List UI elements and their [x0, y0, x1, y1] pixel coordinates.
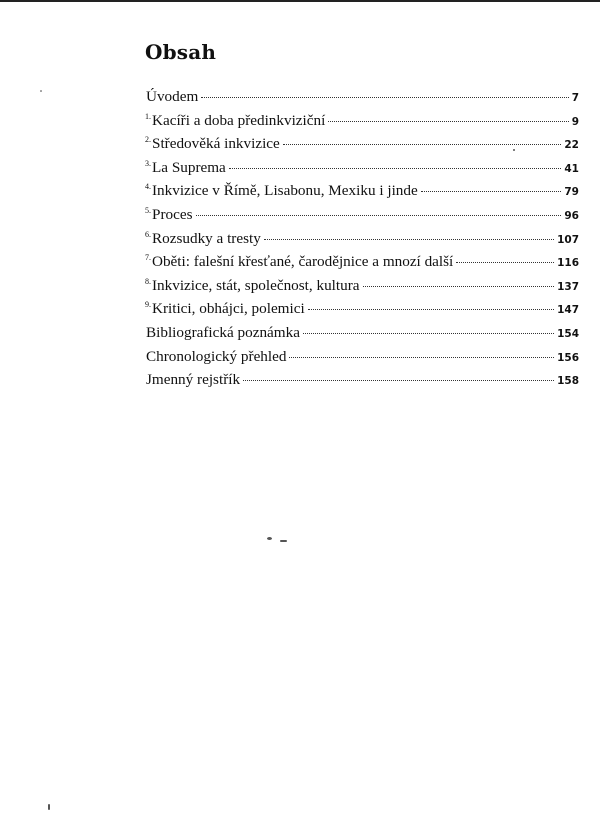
toc-entry: [145, 135, 579, 159]
toc-entry-page: 7: [571, 92, 579, 105]
table-of-contents: [145, 88, 579, 395]
toc-entry-number: 6.: [145, 229, 151, 239]
toc-leader-dots: [196, 215, 562, 216]
toc-leader-dots: [201, 97, 568, 98]
toc-entry-page: 137: [557, 280, 579, 293]
toc-leader-dots: [289, 357, 554, 358]
toc-leader-dots: [421, 191, 562, 192]
toc-leader-dots: [363, 286, 555, 287]
toc-entry-title: $^{9.}$Kritici, obhájci, polemici: [145, 300, 305, 318]
toc-entry-title: $^{4.}$Inkvizice v Římě, Lisabonu, Mexiku i jinde: [145, 182, 418, 200]
toc-entry-number: 7.: [145, 253, 151, 263]
toc-entry-number: 3.: [145, 158, 151, 168]
scan-speck: [280, 540, 287, 542]
toc-entry: [145, 253, 579, 277]
toc-entry-title: $^{2.}$Středověká inkvizice: [145, 135, 280, 153]
toc-leader-dots: [229, 168, 562, 169]
toc-entry: [145, 159, 579, 183]
toc-leader-dots: [328, 121, 568, 122]
toc-entry: [145, 348, 579, 372]
toc-entry-page: 79: [564, 186, 579, 199]
toc-entry-title: $^{6.}$Rozsudky a tresty: [145, 229, 261, 247]
toc-leader-dots: [283, 144, 562, 145]
toc-entry: [145, 300, 579, 324]
toc-entry-title: $^{1.}$Kacíři a doba předinkviziční: [145, 111, 326, 129]
toc-entry-title: $^{8.}$Inkvizice, stát, společnost, kultura: [145, 276, 360, 294]
scan-speck: [267, 537, 272, 540]
toc-entry-title: Jmenný rejstřík: [146, 371, 241, 389]
toc-entry: [145, 277, 579, 301]
toc-entry-number: 8.: [145, 276, 151, 286]
toc-entry: [145, 230, 579, 254]
toc-entry-page: 156: [557, 351, 579, 364]
toc-entry: [145, 182, 579, 206]
toc-leader-dots: [308, 309, 554, 310]
toc-leader-dots: [243, 380, 554, 381]
toc-entry-page: 22: [564, 139, 579, 152]
page-top-edge: [0, 0, 600, 2]
toc-entry-number: 4.: [145, 182, 151, 192]
toc-entry-page: 107: [557, 233, 579, 246]
toc-entry-page: 158: [557, 375, 579, 388]
toc-entry-number: 5.: [145, 205, 151, 215]
toc-entry: [145, 206, 579, 230]
scan-speck: [48, 804, 50, 810]
toc-entry: [145, 324, 579, 348]
toc-entry-number: 1.: [145, 111, 151, 121]
toc-entry-title: Chronologický přehled: [146, 347, 287, 365]
toc-entry: [145, 112, 579, 136]
toc-entry-number: 2.: [145, 135, 151, 145]
toc-entry-title: Úvodem: [146, 88, 199, 106]
toc-entry-page: 96: [564, 210, 579, 223]
scan-speck: [513, 149, 515, 151]
toc-entry-page: 147: [557, 304, 579, 317]
toc-entry-number: 9.: [145, 300, 151, 310]
toc-entry-page: 116: [557, 257, 579, 270]
toc-entry-title: $^{5.}$Proces: [145, 205, 193, 224]
toc-entry-page: 9: [571, 115, 579, 128]
toc-entry-page: 154: [557, 328, 579, 340]
toc-leader-dots: [456, 262, 554, 263]
toc-entry-title: $^{3.}$La Suprema: [145, 158, 226, 176]
page-title: Obsah: [145, 40, 217, 64]
scan-speck: [40, 90, 42, 92]
toc-entry-title: Bibliografická poznámka: [146, 324, 300, 341]
toc-entry: [145, 88, 579, 112]
toc-entry: [145, 371, 579, 395]
toc-leader-dots: [303, 333, 554, 334]
toc-entry-title: $^{7.}$Oběti: falešní křesťané, čarodějnice a mnozí další: [145, 253, 454, 271]
toc-leader-dots: [264, 239, 554, 240]
toc-entry-page: 41: [564, 162, 579, 175]
